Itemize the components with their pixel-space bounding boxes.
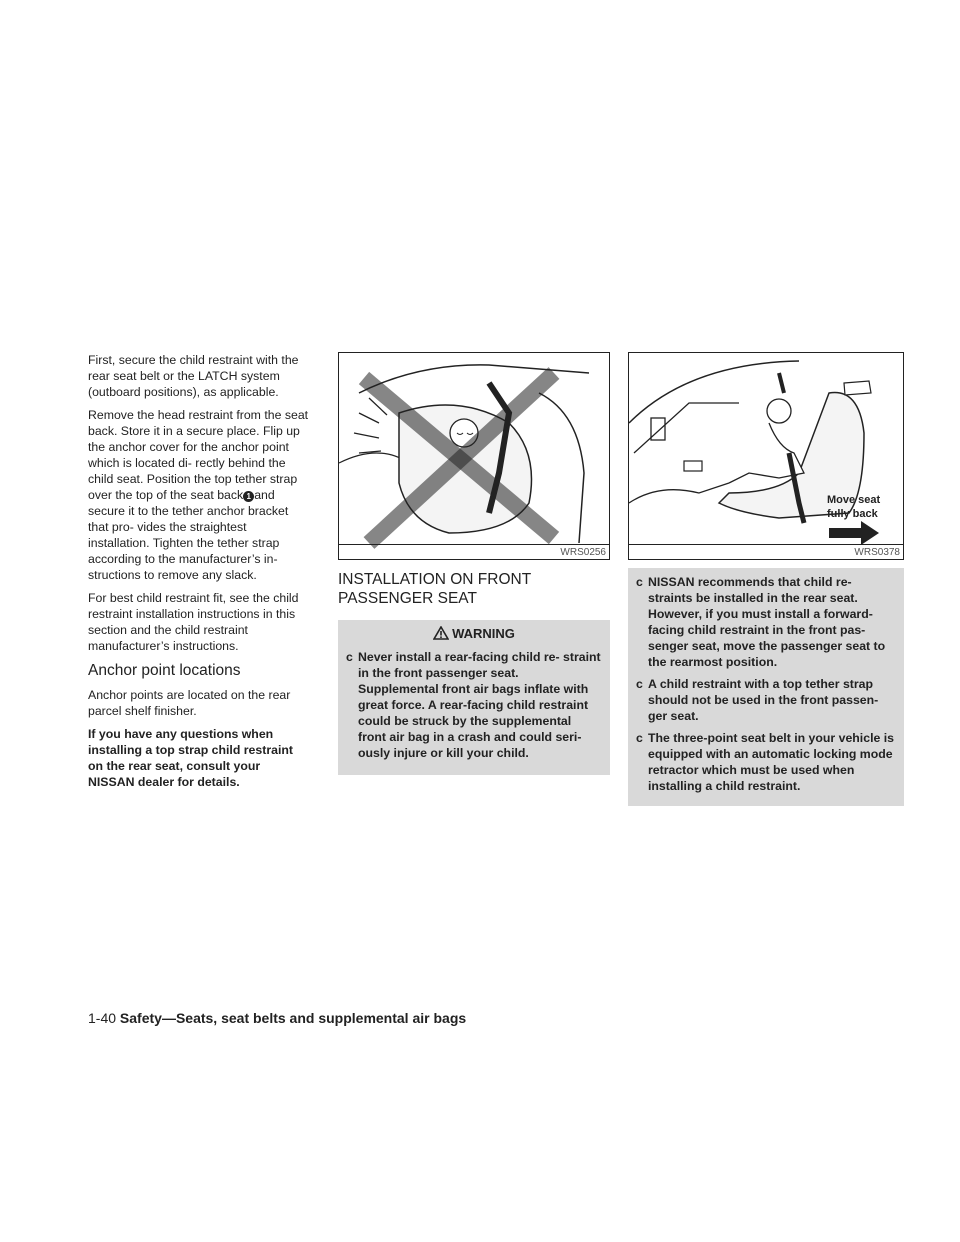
- list-item-text: NISSAN recommends that child re- straints be installed in the rear seat. However, if you must install a forward- facing child restraint in the front pas- senger seat, move the passenger seat to the rearmost position.: [648, 575, 886, 669]
- column-right: [628, 352, 904, 806]
- paragraph-text-a: Remove the head restraint from the seat back. Store it in a secure place. Flip up the anchor cover for the anchor point which is located di- rectly behind the child seat. Position the top tether strap over the top of the seat back: [88, 408, 309, 502]
- paragraph-consult-dealer: If you have any questions when installing a top strap child restraint on the rear seat, consult your NISSAN dealer for details.: [88, 727, 293, 789]
- list-item: [636, 574, 896, 670]
- warning-bullet-text: Never install a rear-facing child re- straint in the front passenger seat. Supplemental front air bags inflate with great force. A rear-facing child restraint could be struck by the supplemental front air bag in a crash and could seri- ously injure or kill your child.: [358, 650, 601, 760]
- page-number: 1-40: [88, 1010, 117, 1026]
- paragraph-head-restraint: [88, 407, 310, 583]
- list-item-text: A child restraint with a top tether strap should not be used in the front passen- ger seat.: [648, 677, 879, 723]
- callout-number-1: 1: [243, 491, 254, 502]
- list-item-text: The three-point seat belt in your vehicle is equipped with an automatic locking mode retractor which must be used when installing a child restraint.: [648, 731, 894, 793]
- paragraph-best-fit: For best child restraint fit, see the child restraint installation instructions in this section and the child restraint manufacturer’s instructions.: [88, 591, 299, 653]
- column-left: [88, 352, 310, 797]
- paragraph-anchor-points: Anchor points are located on the rear parcel shelf finisher.: [88, 688, 291, 718]
- bullet-mark: c: [636, 677, 643, 691]
- section-title: Safety—Seats, seat belts and supplemental air bags: [119, 1010, 467, 1026]
- subheading-anchor-locations: Anchor point locations: [88, 662, 241, 679]
- notice-box: [628, 568, 904, 806]
- figure-label-line-1: Move seat: [827, 494, 881, 506]
- figure-illustration-wrs0256: [339, 353, 611, 561]
- warning-triangle-icon: [433, 626, 449, 643]
- warning-label: WARNING: [452, 626, 515, 641]
- figure-id: WRS0256: [560, 547, 606, 558]
- figure-illustration-wrs0378: [629, 353, 905, 561]
- page-footer: [88, 1010, 466, 1026]
- paragraph-text-b: and secure it to the tether anchor bracket that pro- vides the straightest installation. Tighten the tether strap according to the manufacturer’s in- structions to remove any slack.: [88, 488, 289, 582]
- figure-move-seat-back: [628, 352, 904, 560]
- column-middle: [338, 352, 610, 775]
- figure-id: WRS0378: [854, 547, 900, 558]
- section-heading: INSTALLATION ON FRONT PASSENGER SEAT: [338, 571, 531, 607]
- warning-box: [338, 620, 610, 775]
- bullet-mark: c: [346, 650, 353, 664]
- warning-header: [346, 626, 602, 643]
- list-item: [636, 676, 896, 724]
- list-item: [636, 730, 896, 794]
- bullet-mark: c: [636, 575, 643, 589]
- bullet-mark: c: [636, 731, 643, 745]
- figure-rear-facing-prohibited: [338, 352, 610, 560]
- warning-bullet: [346, 649, 602, 761]
- paragraph-secure-restraint: First, secure the child restraint with the rear seat belt or the LATCH system (outboard positions), as applicable.: [88, 353, 299, 399]
- figure-label-line-2: fully back: [827, 508, 878, 520]
- figure-label: [827, 493, 880, 521]
